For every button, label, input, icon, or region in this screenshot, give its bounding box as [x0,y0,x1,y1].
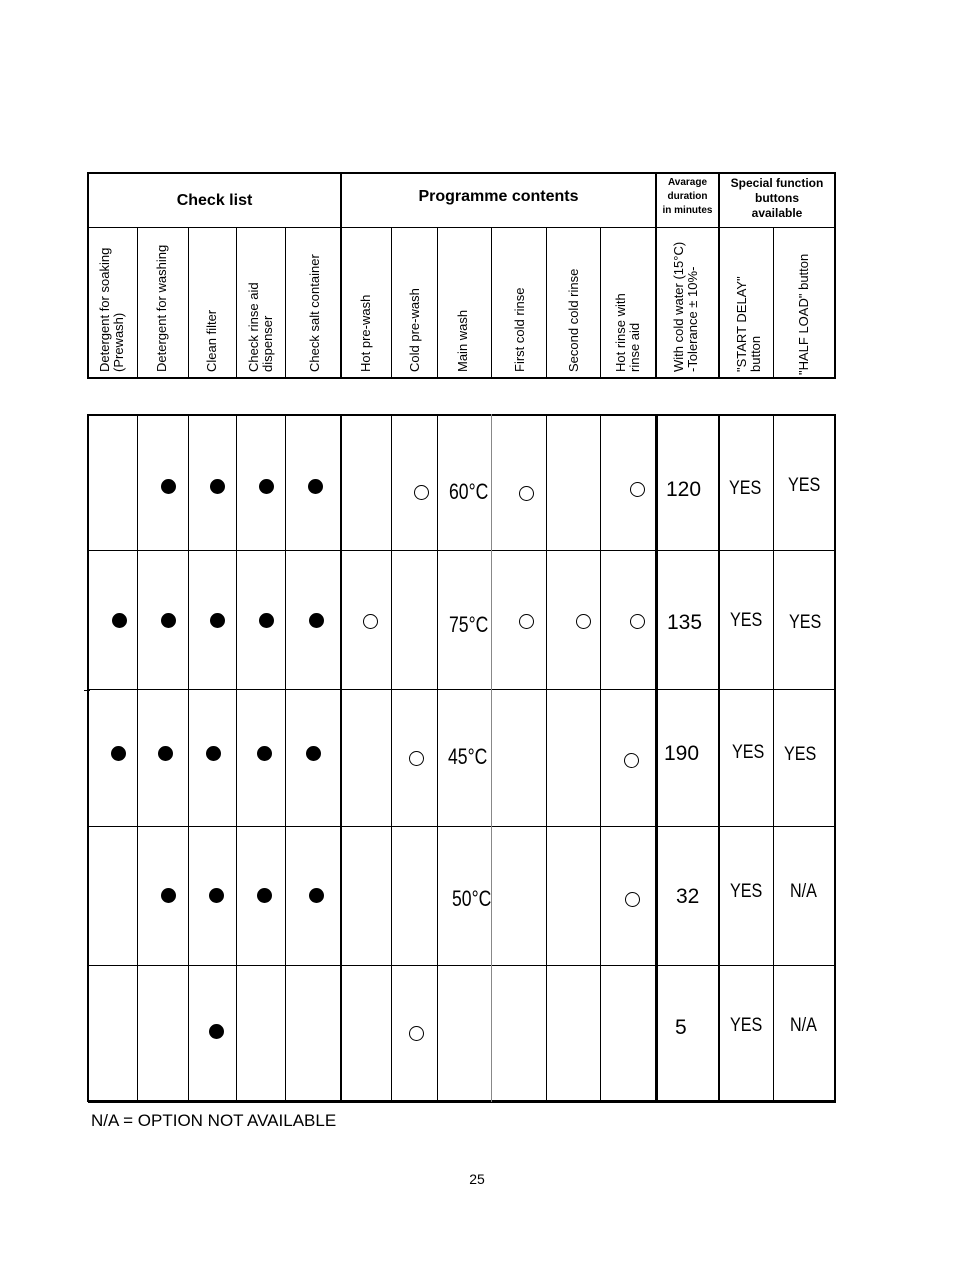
col-header-first-cold-rinse: First cold rinse [512,287,527,372]
page-number: 25 [469,1171,485,1187]
main-wash-temp: 45°C [448,744,488,769]
col-header-cold-water: With cold water (15°C) -Tolerance ± 10%- [671,241,700,372]
filled-dot-icon [210,479,225,494]
duration-title-line3: in minutes [662,205,713,216]
col-header-hot-prewash: Hot pre-wash [358,294,373,372]
filled-dot-icon [209,888,224,903]
filled-dot-icon [257,888,272,903]
special-title-line2: buttons [755,191,799,205]
col-header-second-cold-rinse: Second cold rinse [566,268,581,372]
filled-dot-icon [309,613,324,628]
col-header-washing-detergent: Detergent for washing [154,244,169,372]
special-title-line1: Special function [730,176,824,190]
half-load-value: YES [789,612,822,633]
duration-title-line2: duration [667,191,708,202]
filled-dot-icon [259,613,274,628]
duration-value: 120 [666,478,702,501]
empty-circle-icon [576,614,591,629]
filled-dot-icon [206,746,221,761]
main-wash-temp: 50°C [452,886,492,911]
empty-circle-icon [630,614,645,629]
empty-circle-icon [519,614,534,629]
col-header-rinse-aid: Check rinse aid dispenser [246,282,275,372]
filled-dot-icon [161,613,176,628]
filled-dot-icon [308,479,323,494]
start-delay-value: YES [732,742,765,763]
special-title-line3: available [751,206,803,220]
col-header-soaking: Detergent for soaking (Prewash) [97,247,126,372]
filled-dot-icon [210,613,225,628]
duration-title [657,176,718,218]
start-delay-value: YES [729,478,762,499]
col-header-start-delay: "START DELAY" button [734,276,763,372]
half-load-value: YES [788,475,821,496]
col-header-clean-filter: Clean filter [204,309,219,372]
filled-dot-icon [309,888,324,903]
col-header-salt: Check salt container [307,254,322,372]
duration-title-line1: Avarage [667,177,708,188]
col-header-hot-rinse: Hot rinse with rinse aid [613,293,642,372]
start-delay-value: YES [730,610,763,631]
check-list-title: Check list [176,191,253,209]
empty-circle-icon [414,485,429,500]
filled-dot-icon [112,613,127,628]
filled-dot-icon [158,746,173,761]
filled-dot-icon [161,479,176,494]
filled-dot-icon [259,479,274,494]
footnote: N/A = OPTION NOT AVAILABLE [91,1111,337,1130]
half-load-value: YES [784,744,817,765]
empty-circle-icon [519,486,534,501]
col-header-half-load: "HALF LOAD" button [796,253,811,375]
duration-value: 135 [667,611,703,634]
start-delay-value: YES [730,1015,763,1036]
half-load-value: N/A [790,1015,817,1036]
half-load-value: N/A [790,881,817,902]
start-delay-value: YES [730,881,763,902]
empty-circle-icon [625,892,640,907]
main-wash-temp: 60°C [449,479,489,504]
filled-dot-icon [111,746,126,761]
empty-circle-icon [409,751,424,766]
filled-dot-icon [306,746,321,761]
filled-dot-icon [257,746,272,761]
col-header-main-wash: Main wash [455,309,470,372]
filled-dot-icon [161,888,176,903]
col-header-cold-prewash: Cold pre-wash [407,288,422,372]
empty-circle-icon [409,1026,424,1041]
filled-dot-icon [209,1024,224,1039]
empty-circle-icon [363,614,378,629]
empty-circle-icon [630,482,645,497]
duration-value: 5 [675,1016,687,1039]
duration-value: 32 [676,885,700,908]
empty-circle-icon [624,753,639,768]
duration-value: 190 [664,742,700,765]
special-functions-title [720,176,834,221]
main-wash-temp: 75°C [449,612,489,637]
programme-contents-title: Programme contents [418,188,579,205]
